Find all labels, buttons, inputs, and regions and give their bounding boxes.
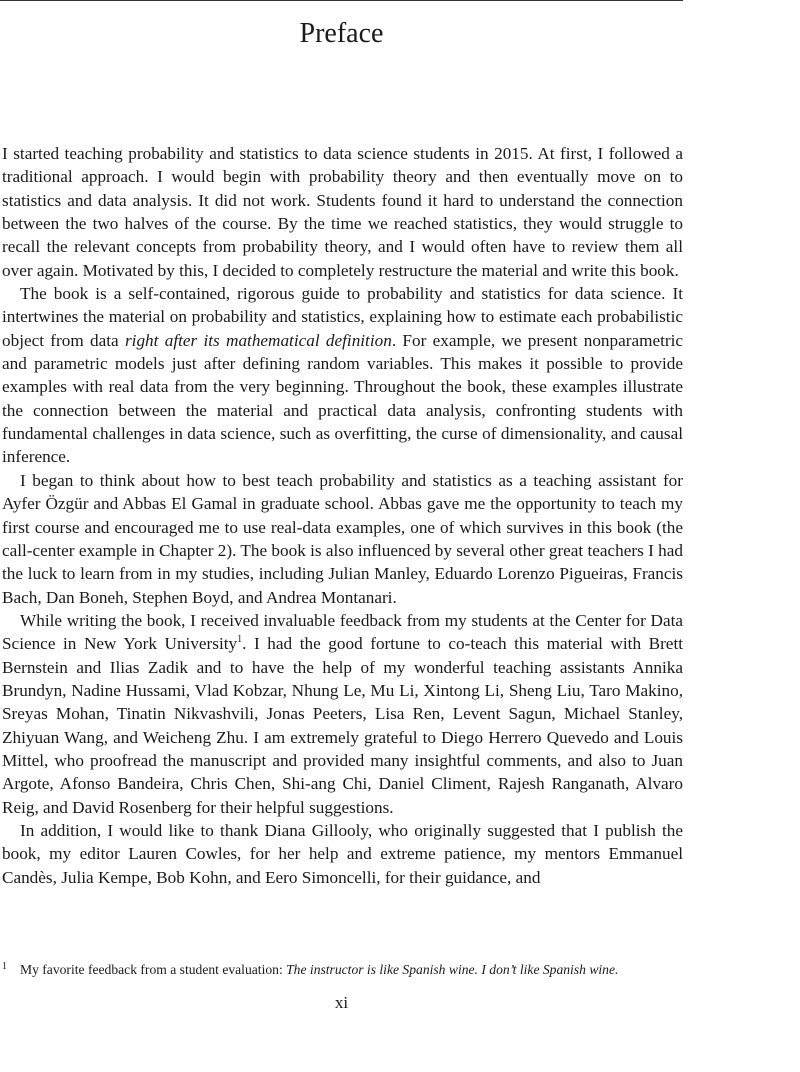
page-number: xi bbox=[334, 993, 349, 1012]
paragraph-4-text-before: While writing the book, I received invaluable feedback from my students at the Center for Data Science in New York University bbox=[2, 610, 683, 654]
footnote-text-before: My favorite feedback from a student evaluation: bbox=[20, 962, 287, 977]
paragraph-2 bbox=[2, 282, 683, 469]
paragraph-2-text-after: . For example, we present nonparametric and parametric models just after defining random variables. This makes it possible to provide examples with real data from the very beginning. Throughout the book, these examples illustrate the connection between the material and practical data analysis, confronting students with fundamental challenges in data science, such as overfitting, the curse of dimensionality, and causal inference. bbox=[2, 330, 683, 467]
header-rule bbox=[0, 0, 683, 1]
paragraph-2-emphasis: right after its mathematical definition bbox=[124, 330, 392, 350]
footnote-reference[interactable]: 1 bbox=[237, 634, 243, 646]
paragraph-5: In addition, I would like to thank Diana Gillooly, who originally suggested that I publish the book, my editor Lauren Cowles, for her help and extreme patience, my mentors Emmanuel Candès, Julia Kempe, Bob Kohn, and Eero Simoncelli, for their guidance, and bbox=[2, 820, 683, 887]
paragraph-2-text-before: The book is a self-contained, rigorous guide to probability and statistics for data science. It intertwines the material on probability and statistics, explaining how to estimate each probabilistic object from data bbox=[2, 284, 683, 350]
footnote bbox=[2, 958, 683, 979]
footnote-emphasis: The instructor is like Spanish wine. I don’t like Spanish wine. bbox=[286, 962, 619, 977]
paragraph-3: I began to think about how to best teach probability and statistics as a teaching assistant for Ayfer Özgür and Abbas El Gamal in graduate school. Abbas gave me the opportunity to teach my first course and encouraged me to use real-data examples, one of which survives in this book (the call-center example in Chapter 2). The book is also influenced by several other great teachers I had the luck to learn from in my studies, including Julian Manley, Eduardo Lorenzo Pigueiras, Francis Bach, Dan Boneh, Stephen Boyd, and Andrea Montanari. bbox=[2, 470, 683, 607]
paragraph-1: I started teaching probability and statistics to data science students in 2015. At first, I followed a traditional approach. I would begin with probability theory and then eventually move on to statistics and data analysis. It did not work. Students found it hard to understand the connection between the two halves of the course. By the time we reached statistics, they would struggle to recall the relevant concepts from probability theory, and I would often have to review them all over again. Motivated by this, I decided to completely restructure the material and write this book. bbox=[2, 144, 683, 280]
preface-body bbox=[2, 142, 683, 889]
paragraph-4 bbox=[2, 609, 683, 819]
paragraph-4-text-after: . I had the good fortune to co-teach this material with Brett Bernstein and Ilias Zadik and to have the help of my wonderful teaching assistants Annika Brundyn, Nadine Hussami, Vlad Kobzar, Nhung Le, Mu Li, Xintong Li, Sheng Liu, Taro Makino, Sreyas Mohan, Tinatin Nikvashvili, Jonas Peeters, Lisa Ren, Levent Sagun, Michael Stanley, Zhiyuan Wang, and Weicheng Zhu. I am extremely grateful to Diego Herrero Quevedo and Louis Mittel, who proofread the manuscript and provided many insightful comments, and also to Juan Argote, Afonso Bandeira, Chris Chen, Shi-ang Chi, Daniel Climent, Rajesh Ranganath, Alvaro Reig, and David Rosenberg for their helpful suggestions. bbox=[2, 634, 683, 817]
footnote-marker: 1 bbox=[2, 961, 7, 972]
page-title: Preface bbox=[299, 18, 384, 49]
